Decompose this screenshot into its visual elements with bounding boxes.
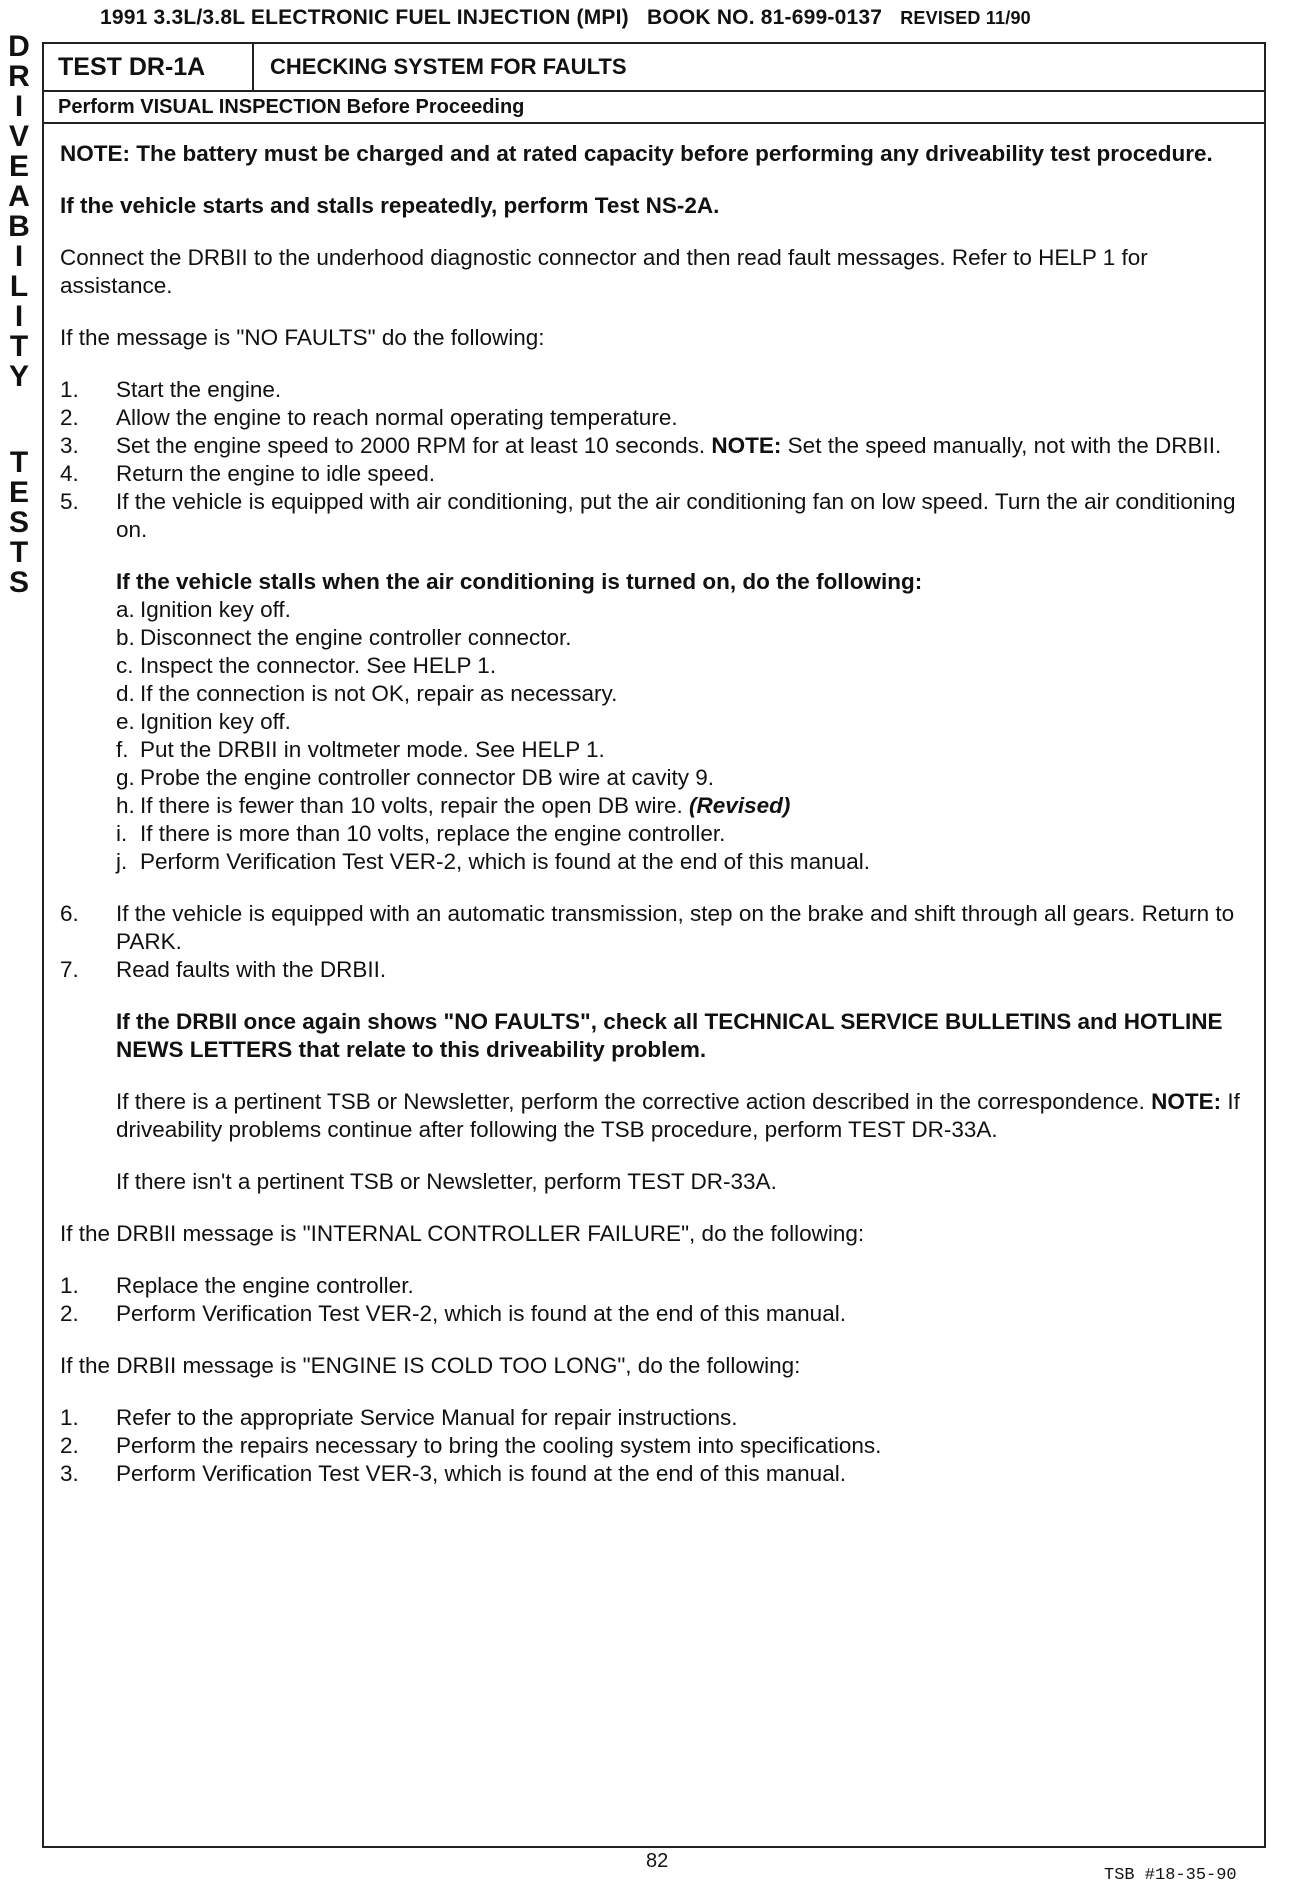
book-number: BOOK NO. 81-699-0137 (646, 6, 883, 29)
test-id: TEST DR-1A (44, 44, 254, 90)
stalls-instruction: If the vehicle starts and stalls repeatedly, perform Test NS-2A. (60, 193, 720, 218)
list-item: h. If there is fewer than 10 volts, repair the open DB wire. (Revised) (116, 793, 791, 818)
list-item: d. If the connection is not OK, repair as necessary. (116, 681, 618, 706)
list-item: a. Ignition key off. (116, 597, 291, 622)
list-item: j. Perform Verification Test VER-2, which is found at the end of this manual. (116, 849, 870, 874)
side-tab-letter: I (14, 90, 24, 123)
side-tab-letter: A (8, 180, 30, 213)
no-faults-steps (60, 376, 1250, 544)
list-item: 1. Start the engine. (60, 377, 282, 402)
list-item: 6. If the vehicle is equipped with an automatic transmission, step on the brake and shift through all gears. Return to PARK. (60, 901, 1235, 954)
tsb-heading: If the DRBII once again shows "NO FAULTS", check all TECHNICAL SERVICE BULLETINS and HOTLINE NEWS LETTERS that relate to this driveability problem. (116, 1009, 1223, 1062)
test-title: CHECKING SYSTEM FOR FAULTS (270, 54, 627, 79)
ac-stall-section (116, 568, 1250, 876)
test-subtitle: Perform VISUAL INSPECTION Before Proceeding (44, 90, 1264, 124)
side-tab-letter: D (8, 30, 30, 63)
page-number: 82 (646, 1850, 669, 1872)
procedure-content (60, 140, 1250, 1488)
side-tab-letter: E (8, 476, 29, 509)
side-tab-letter: T (9, 446, 29, 479)
side-tab-letter: R (8, 60, 30, 93)
no-faults-steps-continued (60, 900, 1250, 984)
side-tab-letter: L (9, 270, 29, 303)
list-item: e. Ignition key off. (116, 709, 291, 734)
list-item: 5. If the vehicle is equipped with air conditioning, put the air conditioning fan on low speed. Turn the air conditioning on. (60, 489, 1236, 542)
cold-too-long-heading: If the DRBII message is "ENGINE IS COLD TOO LONG", do the following: (60, 1353, 801, 1378)
tsb-section (116, 1008, 1250, 1196)
side-tab-letter: T (9, 536, 29, 569)
tsb-pertinent: If there is a pertinent TSB or Newsletter, perform the corrective action described in the correspondence. NOTE: If driveability problems continue after following the TSB procedure, perform TEST DR-33A. (116, 1089, 1240, 1142)
ac-stall-heading: If the vehicle stalls when the air conditioning is turned on, do the following: (116, 569, 923, 594)
page-header (100, 6, 1031, 30)
list-item: i. If there is more than 10 volts, replace the engine controller. (116, 821, 726, 846)
side-tab-letter: I (14, 240, 24, 273)
list-item: c. Inspect the connector. See HELP 1. (116, 653, 497, 678)
internal-failure-heading: If the DRBII message is "INTERNAL CONTROLLER FAILURE", do the following: (60, 1221, 865, 1246)
list-item: 7. Read faults with the DRBII. (60, 957, 387, 982)
tsb-number: TSB #18-35-90 (1104, 1866, 1237, 1885)
side-tab-letter: E (8, 150, 29, 183)
side-tab-letter: S (8, 506, 29, 539)
test-procedure-box (42, 42, 1266, 1848)
list-item: 1. Refer to the appropriate Service Manual for repair instructions. (60, 1405, 738, 1430)
side-tab-letter: B (8, 210, 30, 243)
connect-instruction: Connect the DRBII to the underhood diagnostic connector and then read fault messages. Refer to HELP 1 for assistance. (60, 245, 1148, 298)
test-title-row (44, 44, 1264, 92)
list-item: 4. Return the engine to idle speed. (60, 461, 435, 486)
side-tab-letter: S (8, 566, 29, 599)
battery-note: NOTE: The battery must be charged and at rated capacity before performing any driveability test procedure. (60, 141, 1213, 166)
side-tab-driveability (4, 32, 34, 392)
side-tab-letter: Y (8, 360, 29, 393)
side-tab-letter: I (14, 300, 24, 333)
list-item: 3. Set the engine speed to 2000 RPM for at least 10 seconds. NOTE: Set the speed manually, not with the DRBII. (60, 433, 1222, 458)
no-faults-heading: If the message is "NO FAULTS" do the following: (60, 325, 545, 350)
list-item: g. Probe the engine controller connector DB wire at cavity 9. (116, 765, 715, 790)
revision-date: REVISED 11/90 (900, 8, 1031, 28)
list-item: 2. Perform the repairs necessary to bring the cooling system into specifications. (60, 1433, 882, 1458)
revised-tag: (Revised) (689, 793, 791, 818)
list-item: f. Put the DRBII in voltmeter mode. See HELP 1. (116, 737, 605, 762)
list-item: 2. Perform Verification Test VER-2, which is found at the end of this manual. (60, 1301, 846, 1326)
list-item: 2. Allow the engine to reach normal operating temperature. (60, 405, 678, 430)
side-tab-letter: T (9, 330, 29, 363)
side-tab-tests (4, 448, 34, 598)
list-item: b. Disconnect the engine controller connector. (116, 625, 572, 650)
manual-title: 1991 3.3L/3.8L ELECTRONIC FUEL INJECTION (MPI) (100, 6, 629, 29)
list-item: 3. Perform Verification Test VER-3, which is found at the end of this manual. (60, 1461, 846, 1486)
list-item: 1. Replace the engine controller. (60, 1273, 414, 1298)
tsb-not-pertinent: If there isn't a pertinent TSB or Newsletter, perform TEST DR-33A. (116, 1169, 777, 1194)
side-tab-letter: V (8, 120, 29, 153)
